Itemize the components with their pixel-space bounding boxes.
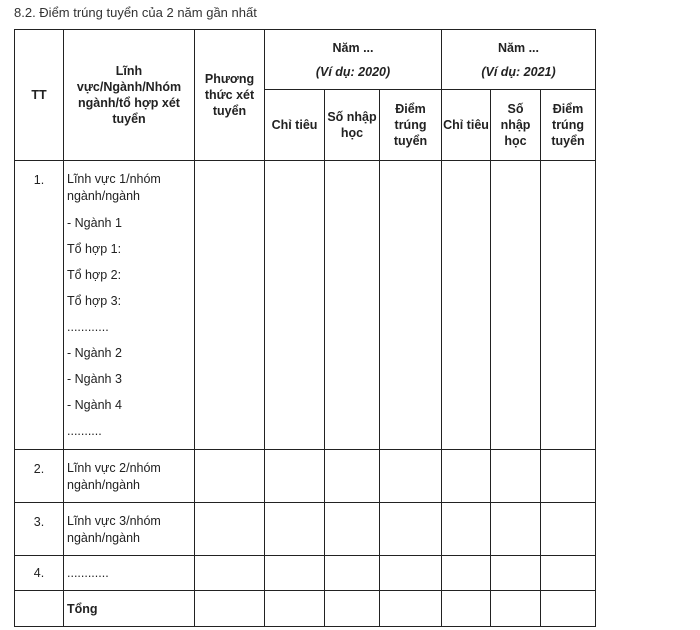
row-field-line: Tổ hợp 3: [67,294,122,308]
empty-cell [265,556,325,591]
empty-cell [195,503,265,556]
row-field-line: - Ngành 2 [67,346,122,360]
table-row [15,556,596,591]
empty-cell [380,450,442,503]
row-field-line: - Ngành 1 [67,216,122,230]
header-score-1: Điểm trúng tuyển [380,90,442,161]
empty-cell [195,591,265,627]
header-enrolled-1: Số nhập học [325,90,380,161]
empty-cell [325,450,380,503]
empty-cell [541,450,596,503]
row-field-cell [64,161,195,450]
empty-cell [491,161,541,450]
total-label: Tổng [64,591,195,627]
row-number: 2. [15,450,64,503]
header-year-1 [265,30,442,90]
section-heading: 8.2. Điểm trúng tuyển của 2 năm gần nhất [14,5,257,20]
empty-cell [325,503,380,556]
row-number: 1. [15,161,64,450]
row-field-line: .......... [67,424,102,438]
empty-cell [491,591,541,627]
empty-cell [325,591,380,627]
row-field-cell [64,556,195,591]
row-field-line: Tổ hợp 2: [67,268,122,282]
row-number: 4. [15,556,64,591]
empty-cell [265,503,325,556]
row-field-line: ............ [67,565,109,580]
empty-cell [442,161,491,450]
table-row [15,450,596,503]
empty-cell [15,591,64,627]
header-field: Lĩnh vực/Ngành/Nhóm ngành/tổ hợp xét tuyển [64,30,195,161]
empty-cell [265,161,325,450]
row-field-line: - Ngành 4 [67,398,122,412]
empty-cell [442,503,491,556]
empty-cell [491,503,541,556]
row-field-cell [64,450,195,503]
header-method: Phương thức xét tuyển [195,30,265,161]
empty-cell [265,450,325,503]
header-score-2: Điểm trúng tuyển [541,90,596,161]
empty-cell [380,503,442,556]
row-field-line: - Ngành 3 [67,372,122,386]
header-enrolled-2: Số nhập học [491,90,541,161]
empty-cell [195,450,265,503]
empty-cell [442,556,491,591]
empty-cell [380,556,442,591]
header-year-2-title: Năm ... [498,40,539,55]
empty-cell [541,161,596,450]
header-quota-1: Chỉ tiêu [265,90,325,161]
row-field-line: ............ [67,320,109,334]
empty-cell [442,450,491,503]
empty-cell [541,556,596,591]
header-year-2-example: (Ví dụ: 2021) [481,64,556,79]
header-tt: TT [15,30,64,161]
row-field-cell [64,503,195,556]
empty-cell [380,161,442,450]
empty-cell [380,591,442,627]
empty-cell [541,591,596,627]
empty-cell [265,591,325,627]
empty-cell [195,556,265,591]
empty-cell [442,591,491,627]
row-number: 3. [15,503,64,556]
total-row [15,591,596,627]
header-year-1-example: (Ví dụ: 2020) [315,64,391,79]
table-row [15,161,596,450]
empty-cell [325,556,380,591]
row-field-line: Lĩnh vực 3/nhóm ngành/ngành [67,514,161,545]
header-year-2 [442,30,596,90]
row-field-line: Tổ hợp 1: [67,242,122,256]
header-quota-2: Chỉ tiêu [442,90,491,161]
empty-cell [491,556,541,591]
empty-cell [325,161,380,450]
header-year-1-title: Năm ... [332,40,374,55]
empty-cell [491,450,541,503]
empty-cell [195,161,265,450]
empty-cell [541,503,596,556]
admission-score-table [14,29,596,627]
row-field-line: Lĩnh vực 1/nhóm ngành/ngành [67,172,161,203]
row-field-line: Lĩnh vực 2/nhóm ngành/ngành [67,461,161,492]
table-row [15,503,596,556]
